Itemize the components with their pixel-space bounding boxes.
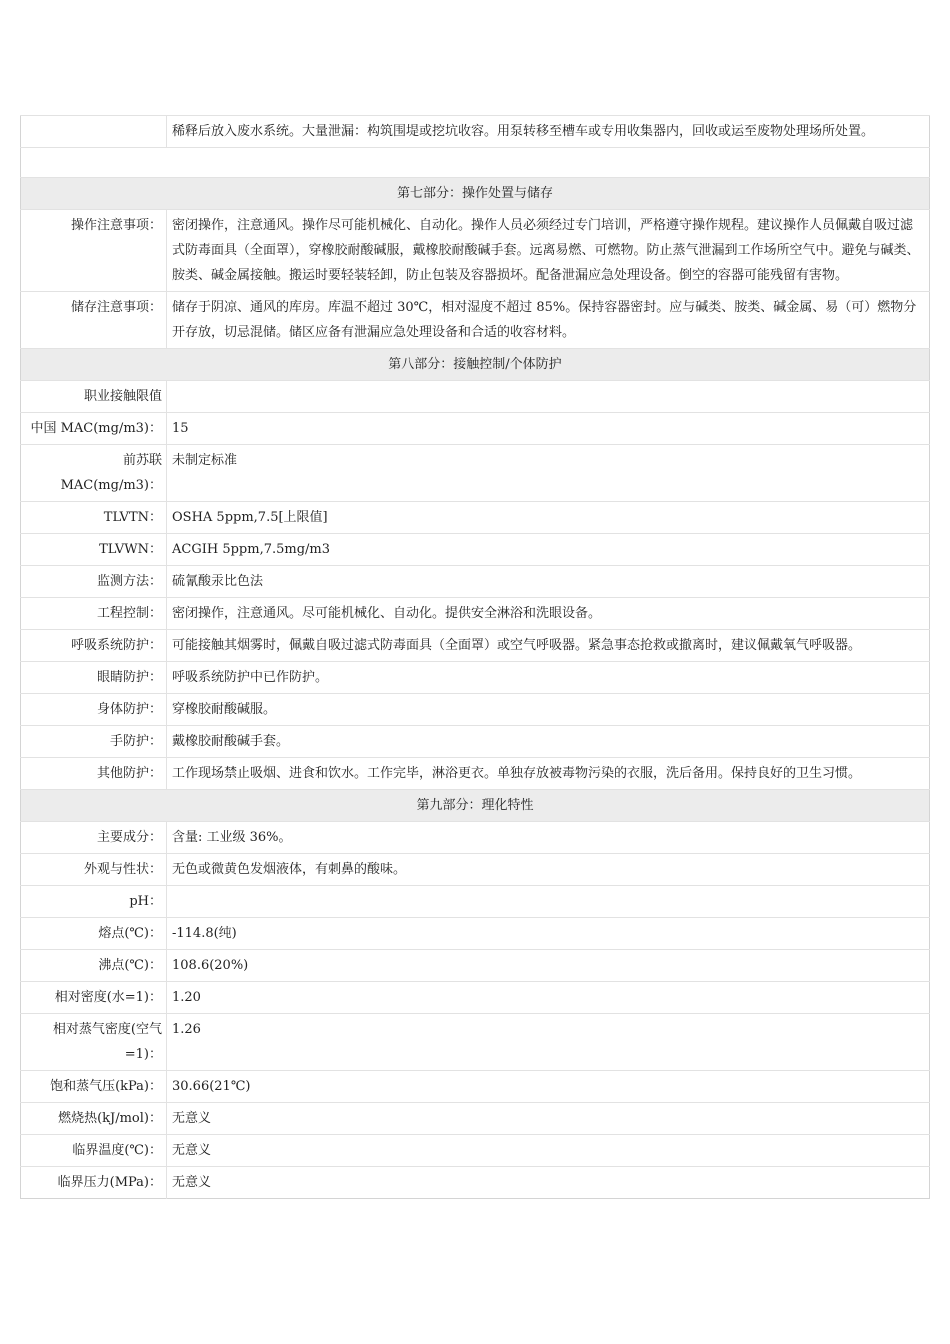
row-value: 密闭操作，注意通风。尽可能机械化、自动化。提供安全淋浴和洗眼设备。 <box>167 598 930 630</box>
row-value: -114.8(纯) <box>167 918 930 950</box>
table-row <box>21 381 930 413</box>
row-value: 稀释后放入废水系统。大量泄漏：构筑围堤或挖坑收容。用泵转移至槽车或专用收集器内，回收或运至废物处理场所处置。 <box>167 116 930 148</box>
row-label: 中国 MAC(mg/m3)： <box>21 413 167 445</box>
table-row <box>21 502 930 534</box>
table-row <box>21 566 930 598</box>
row-label: TLVWN： <box>21 534 167 566</box>
row-label: 相对密度(水=1)： <box>21 982 167 1014</box>
row-label: 手防护： <box>21 726 167 758</box>
section-header-row <box>21 790 930 822</box>
table-row <box>21 758 930 790</box>
msds-table <box>20 115 930 1199</box>
row-value: 108.6(20%) <box>167 950 930 982</box>
row-label: 临界温度(℃)： <box>21 1135 167 1167</box>
section-header-row <box>21 349 930 381</box>
row-label: pH： <box>21 886 167 918</box>
table-row <box>21 1135 930 1167</box>
row-label <box>21 116 167 148</box>
row-label: 身体防护： <box>21 694 167 726</box>
blank-row <box>21 148 930 178</box>
table-row <box>21 694 930 726</box>
table-row <box>21 726 930 758</box>
table-row <box>21 413 930 445</box>
row-value: 戴橡胶耐酸碱手套。 <box>167 726 930 758</box>
row-value: 无意义 <box>167 1135 930 1167</box>
row-label: 其他防护： <box>21 758 167 790</box>
table-row <box>21 630 930 662</box>
table-row <box>21 950 930 982</box>
row-value: 15 <box>167 413 930 445</box>
row-label: 燃烧热(kJ/mol)： <box>21 1103 167 1135</box>
row-value: 1.26 <box>167 1014 930 1071</box>
section-title: 第九部分：理化特性 <box>21 790 930 822</box>
row-label: 储存注意事项： <box>21 292 167 349</box>
table-row <box>21 662 930 694</box>
row-value <box>167 381 930 413</box>
row-label: 眼睛防护： <box>21 662 167 694</box>
row-value: 穿橡胶耐酸碱服。 <box>167 694 930 726</box>
row-label: 相对蒸气密度(空气=1)： <box>21 1014 167 1071</box>
row-value: 30.66(21℃) <box>167 1071 930 1103</box>
section-title: 第七部分：操作处置与储存 <box>21 178 930 210</box>
row-value: 呼吸系统防护中已作防护。 <box>167 662 930 694</box>
section-title: 第八部分：接触控制/个体防护 <box>21 349 930 381</box>
row-value: 密闭操作，注意通风。操作尽可能机械化、自动化。操作人员必须经过专门培训，严格遵守操作规程。建议操作人员佩戴自吸过滤式防毒面具（全面罩），穿橡胶耐酸碱服，戴橡胶耐酸碱手套。远离易燃、可燃物。防止蒸气泄漏到工作场所空气中。避免与碱类、胺类、碱金属接触。搬运时要轻装轻卸，防止包装及容器损坏。配备泄漏应急处理设备。倒空的容器可能残留有害物。 <box>167 210 930 292</box>
row-label: 工程控制： <box>21 598 167 630</box>
row-label: TLVTN： <box>21 502 167 534</box>
table-row <box>21 854 930 886</box>
row-value: ACGIH 5ppm,7.5mg/m3 <box>167 534 930 566</box>
row-value: 含量: 工业级 36%。 <box>167 822 930 854</box>
table-row <box>21 292 930 349</box>
row-label: 操作注意事项： <box>21 210 167 292</box>
row-value <box>167 886 930 918</box>
row-label: 主要成分： <box>21 822 167 854</box>
table-row <box>21 116 930 148</box>
blank-cell <box>21 148 930 178</box>
table-row <box>21 445 930 502</box>
row-value: 未制定标准 <box>167 445 930 502</box>
table-row <box>21 534 930 566</box>
table-row <box>21 918 930 950</box>
row-label: 监测方法： <box>21 566 167 598</box>
row-value: 可能接触其烟雾时，佩戴自吸过滤式防毒面具（全面罩）或空气呼吸器。紧急事态抢救或撤离时，建议佩戴氧气呼吸器。 <box>167 630 930 662</box>
row-value: 无色或微黄色发烟液体，有刺鼻的酸味。 <box>167 854 930 886</box>
table-row <box>21 982 930 1014</box>
msds-table-body <box>21 116 930 1199</box>
row-value: 硫氰酸汞比色法 <box>167 566 930 598</box>
table-row <box>21 1014 930 1071</box>
row-value: 储存于阴凉、通风的库房。库温不超过 30℃，相对湿度不超过 85%。保持容器密封。应与碱类、胺类、碱金属、易（可）燃物分开存放，切忌混储。储区应备有泄漏应急处理设备和合适的收容材料。 <box>167 292 930 349</box>
table-row <box>21 1103 930 1135</box>
section-header-row <box>21 178 930 210</box>
table-row <box>21 1071 930 1103</box>
row-value: 无意义 <box>167 1103 930 1135</box>
table-row <box>21 886 930 918</box>
row-label: 前苏联 MAC(mg/m3)： <box>21 445 167 502</box>
row-label: 职业接触限值 <box>21 381 167 413</box>
row-value: 1.20 <box>167 982 930 1014</box>
table-row <box>21 210 930 292</box>
row-value: OSHA 5ppm,7.5[上限值] <box>167 502 930 534</box>
row-value: 工作现场禁止吸烟、进食和饮水。工作完毕，淋浴更衣。单独存放被毒物污染的衣服，洗后备用。保持良好的卫生习惯。 <box>167 758 930 790</box>
row-label: 饱和蒸气压(kPa)： <box>21 1071 167 1103</box>
table-row <box>21 598 930 630</box>
row-label: 呼吸系统防护： <box>21 630 167 662</box>
row-label: 熔点(℃)： <box>21 918 167 950</box>
row-label: 外观与性状： <box>21 854 167 886</box>
row-label: 临界压力(MPa)： <box>21 1167 167 1199</box>
row-label: 沸点(℃)： <box>21 950 167 982</box>
row-value: 无意义 <box>167 1167 930 1199</box>
table-row <box>21 822 930 854</box>
table-row <box>21 1167 930 1199</box>
